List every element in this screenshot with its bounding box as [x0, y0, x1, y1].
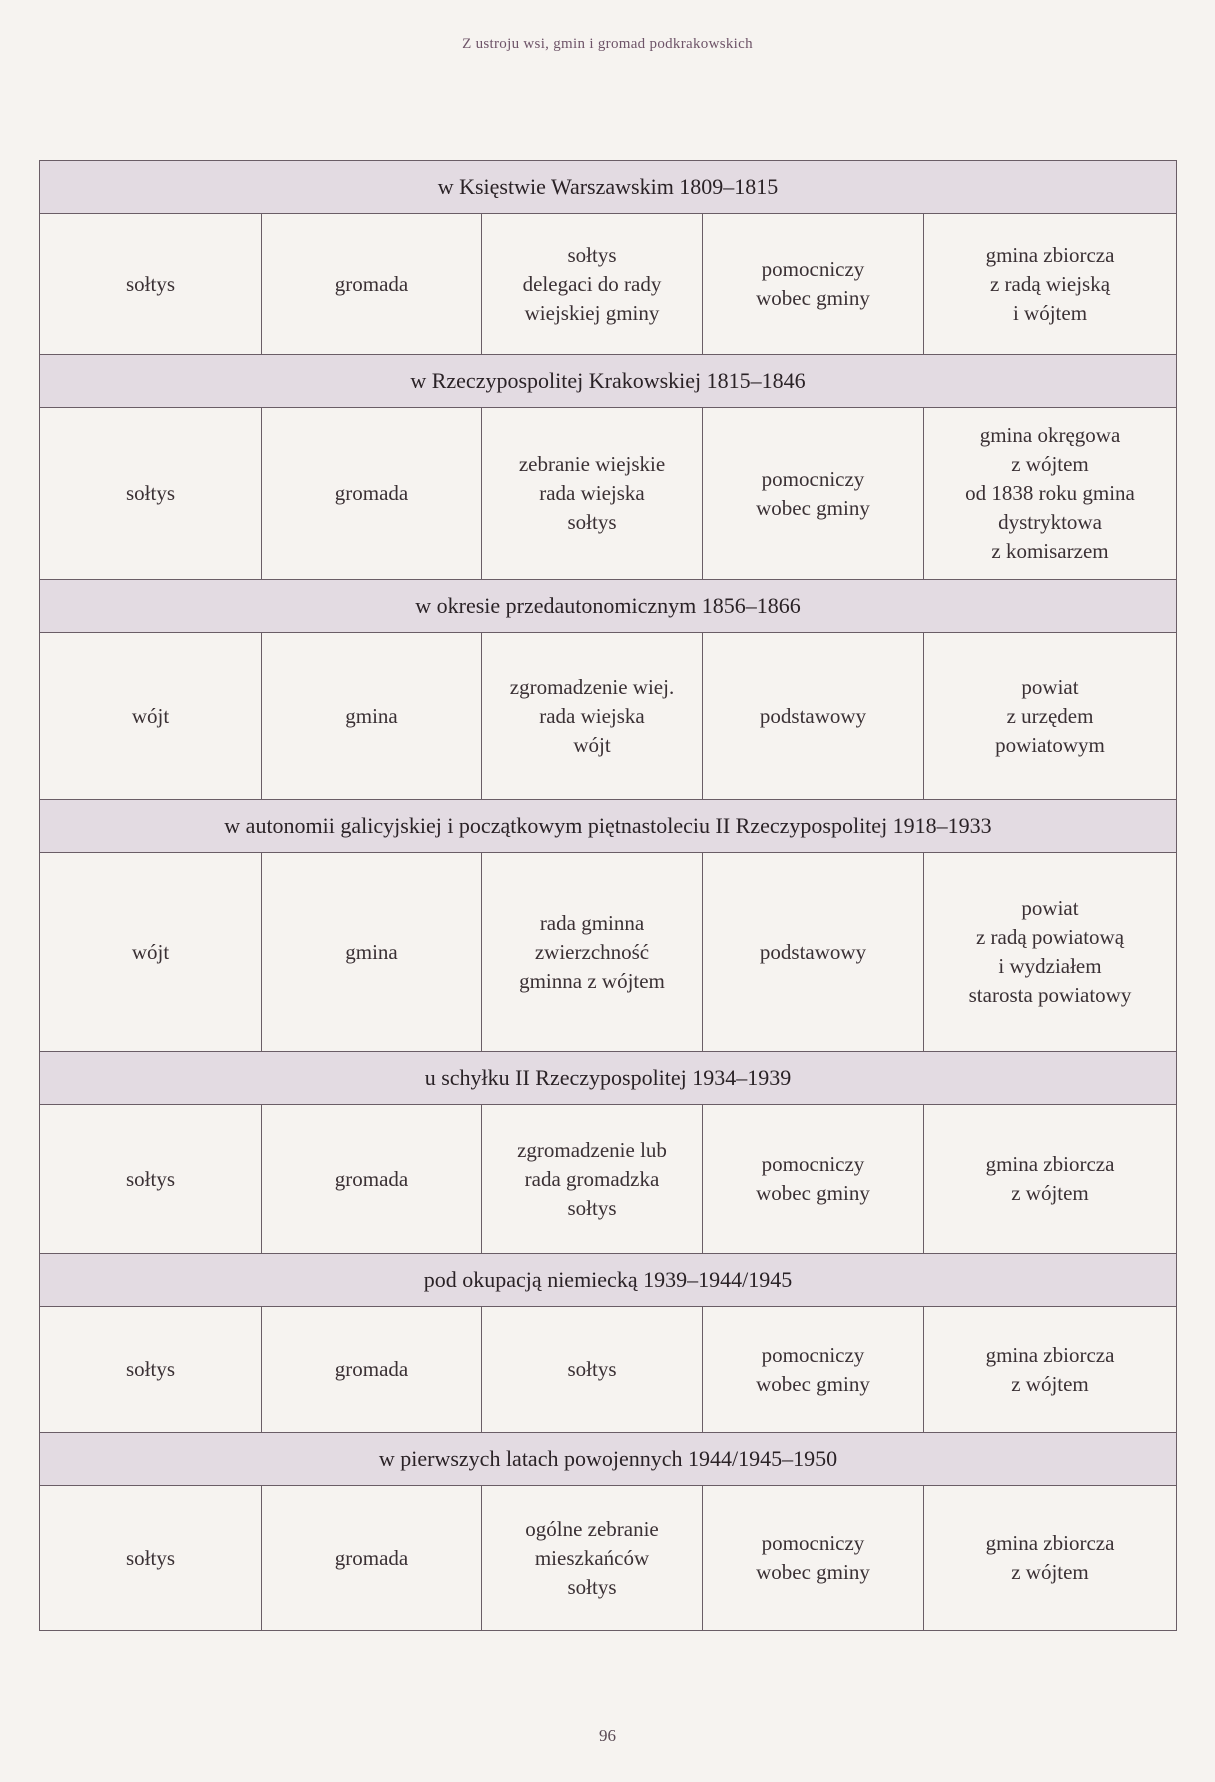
table-cell: sołtys: [40, 1307, 262, 1432]
table-row: [40, 633, 1176, 799]
table-cell: sołtys: [40, 408, 262, 579]
table-cell: sołtys delegaci do rady wiejskiej gminy: [482, 214, 703, 354]
table-row: [40, 853, 1176, 1051]
table-cell: pomocniczy wobec gminy: [703, 1307, 924, 1432]
table-cell: sołtys: [40, 214, 262, 354]
table-cell: gromada: [262, 408, 482, 579]
table-cell: gmina zbiorcza z wójtem: [985, 1531, 1115, 1584]
table-row: [40, 1486, 1176, 1630]
table-section: [40, 355, 1176, 580]
section-header: w Rzeczypospolitej Krakowskiej 1815–1846: [40, 355, 1176, 408]
table-cell: powiat z urzędem powiatowym: [995, 674, 1105, 757]
table-cell: gmina zbiorcza z radą wiejską i wójtem: [985, 242, 1115, 325]
section-header: w Księstwie Warszawskim 1809–1815: [40, 161, 1176, 214]
section-header: w autonomii galicyjskiej i początkowym piętnastoleciu II Rzeczypospolitej 1918–1933: [40, 800, 1176, 853]
table-cell: sołtys: [40, 1486, 262, 1630]
table-cell: podstawowy: [703, 633, 924, 799]
section-header: w pierwszych latach powojennych 1944/1945–1950: [40, 1433, 1176, 1486]
table-section: [40, 1052, 1176, 1254]
table-cell: rada gminna zwierzchność gminna z wójtem: [482, 853, 703, 1051]
table-cell: gmina zbiorcza z wójtem: [985, 1342, 1115, 1396]
table-cell: gromada: [262, 1105, 482, 1253]
table-cell: powiat z radą powiatową i wydziałem starosta powiatowy: [968, 896, 1132, 1007]
table-cell: pomocniczy wobec gminy: [703, 408, 924, 579]
table-row: [40, 408, 1176, 579]
table-cell: gmina: [262, 853, 482, 1051]
table-cell: zgromadzenie lub rada gromadzka sołtys: [482, 1105, 703, 1253]
table-section: [40, 1433, 1176, 1631]
table-cell: pomocniczy wobec gminy: [703, 1105, 924, 1253]
table-row: [40, 1307, 1176, 1432]
table-section: [40, 161, 1176, 355]
table-cell: ogólne zebranie mieszkańców sołtys: [482, 1486, 703, 1630]
table-row: [40, 1105, 1176, 1253]
table-cell: pomocniczy wobec gminy: [703, 214, 924, 354]
running-title: Z ustroju wsi, gmin i gromad podkrakowskich: [462, 36, 753, 52]
page-number: 96: [599, 1726, 616, 1745]
section-header: u schyłku II Rzeczypospolitej 1934–1939: [40, 1052, 1176, 1105]
table-cell: podstawowy: [703, 853, 924, 1051]
administrative-structure-table: [39, 160, 1177, 1631]
table-cell: gmina: [262, 633, 482, 799]
table-cell: wójt: [40, 633, 262, 799]
table-row: [40, 214, 1176, 354]
table-cell: gromada: [262, 1486, 482, 1630]
table-cell: gromada: [262, 214, 482, 354]
table-cell: gmina okręgowa z wójtem od 1838 roku gmina dystryktowa z komisarzem: [965, 423, 1135, 563]
table-cell: pomocniczy wobec gminy: [703, 1486, 924, 1630]
table-cell: sołtys: [40, 1105, 262, 1253]
table-section: [40, 800, 1176, 1052]
table-cell: zebranie wiejskie rada wiejska sołtys: [482, 408, 703, 579]
table-cell: wójt: [40, 853, 262, 1051]
section-header: pod okupacją niemiecką 1939–1944/1945: [40, 1254, 1176, 1307]
table-cell: zgromadzenie wiej. rada wiejska wójt: [482, 633, 703, 799]
table-cell: gmina zbiorcza z wójtem: [985, 1152, 1115, 1205]
table-cell: gromada: [262, 1307, 482, 1432]
table-section: [40, 1254, 1176, 1433]
table-section: [40, 580, 1176, 800]
table-cell: sołtys: [482, 1307, 703, 1432]
section-header: w okresie przedautonomicznym 1856–1866: [40, 580, 1176, 633]
